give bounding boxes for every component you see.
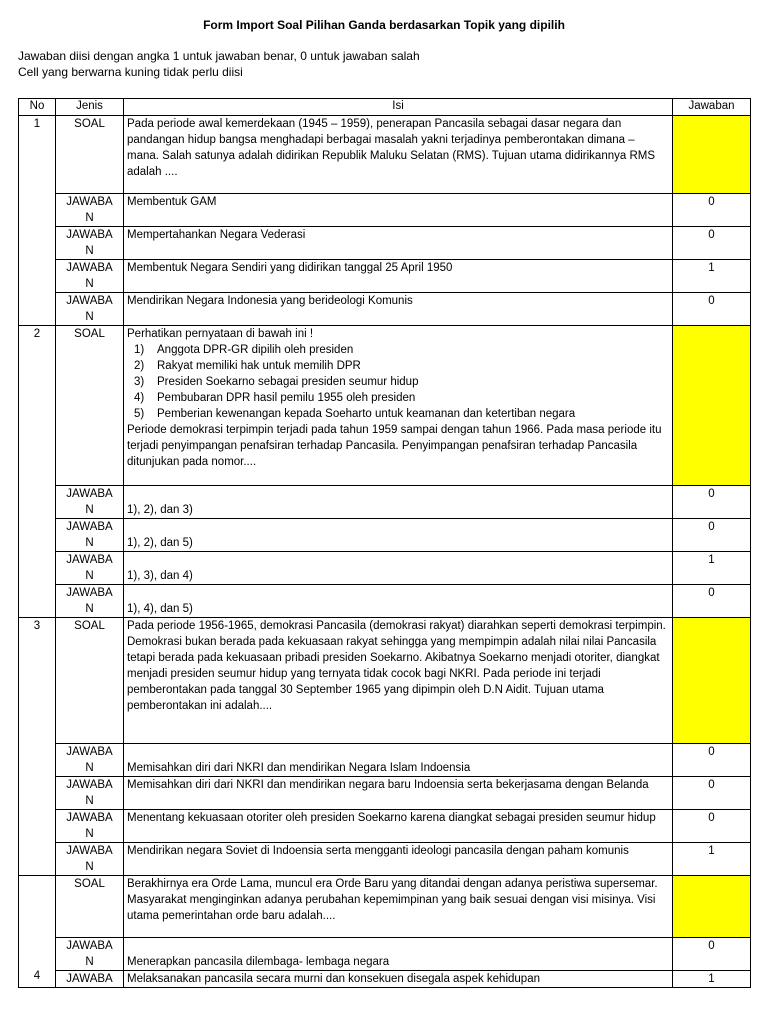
jenis-jawaban: JAWABA N bbox=[56, 293, 124, 326]
answer-value[interactable]: 0 bbox=[673, 810, 751, 843]
instruction-line-2: Cell yang berwarna kuning tidak perlu diisi bbox=[18, 65, 243, 79]
question-text[interactable]: Berakhirnya era Orde Lama, muncul era Orde Baru yang ditandai dengan adanya peristiwa supersemar. Masyarakat menginginkan adanya perubahan kepemimpinan yang baik sesuai dengan visi misinya. Visi utama pemerintahan orde baru adalah.... bbox=[124, 876, 673, 938]
answer-row bbox=[19, 971, 751, 988]
question-number: 2 bbox=[19, 326, 56, 618]
question-table bbox=[18, 98, 751, 988]
answer-text[interactable]: Mendirikan negara Soviet di Indoensia serta mengganti ideologi pancasila dengan paham komunis bbox=[124, 843, 673, 876]
jenis-soal: SOAL bbox=[56, 326, 124, 486]
form-title: Form Import Soal Pilihan Ganda berdasarkan Topik yang dipilih bbox=[203, 18, 565, 32]
statement-item: 3) Presiden Soekarno sebagai presiden seumur hidup bbox=[134, 376, 419, 388]
question-intro: Perhatikan pernyataan di bawah ini ! bbox=[127, 328, 314, 340]
answer-row bbox=[19, 260, 751, 293]
question-text[interactable]: Pada periode 1956-1965, demokrasi Pancasila (demokrasi rakyat) diarahkan seperti demokrasi terpimpin. Demokrasi bukan berada pada kekuasaan rakyat sehingga yang mempimpin adalah nilai nilai Pancasila tetapi berada pada kekuasaan pribadi presiden Soekarno. Akibatnya Soekarno menjadi otoriter, diangkat menjadi presiden seumur hidup yang ternyata tidak cocok bagi NKRI. Pada periode ini terjadi pemberontakan pada tanggal 30 September 1965 yang dipimpin oleh D.N Aidit. Tujuan utama pemberontakan ini adalah.... bbox=[124, 618, 673, 744]
question-number: 3 bbox=[19, 618, 56, 876]
jawaban-cell-highlighted bbox=[673, 876, 751, 938]
jenis-jawaban: JAWABA N bbox=[56, 194, 124, 227]
question-body: Periode demokrasi terpimpin terjadi pada tahun 1959 sampai dengan tahun 1966. Pada masa periode itu terjadi penyimpangan penafsiran terhadap Pancasila. Penyimpangan penafsiran terhadap Pancasila ditunjukan pada nomor.... bbox=[127, 424, 662, 468]
answer-value[interactable]: 0 bbox=[673, 585, 751, 618]
answer-text[interactable]: Melaksanakan pancasila secara murni dan konsekuen disegala aspek kehidupan bbox=[124, 971, 673, 988]
statement-item: 2) Rakyat memiliki hak untuk memilih DPR bbox=[134, 360, 361, 372]
question-text[interactable]: Pada periode awal kemerdekaan (1945 – 1959), penerapan Pancasila sebagai dasar negara dan pandangan hidup bangsa menghadapi berbagai masalah yakni terjadinya pemberontakan dimana – mana. Salah satunya adalah didirikan Republik Maluku Selatan (RMS). Tujuan utama didirikannya RMS adalah .... bbox=[124, 116, 673, 194]
jenis-jawaban: JAWABA N bbox=[56, 810, 124, 843]
answer-text[interactable]: 1), 4), dan 5) bbox=[124, 585, 673, 618]
answer-text[interactable]: Memisahkan diri dari NKRI dan mendirikan Negara Islam Indoensia bbox=[124, 744, 673, 777]
jenis-soal: SOAL bbox=[56, 618, 124, 744]
answer-text[interactable]: Menentang kekuasaan otoriter oleh presiden Soekarno karena diangkat sebagai presiden seumur hidup bbox=[124, 810, 673, 843]
instruction-line-1: Jawaban diisi dengan angka 1 untuk jawaban benar, 0 untuk jawaban salah bbox=[18, 49, 420, 63]
jenis-jawaban: JAWABA N bbox=[56, 843, 124, 876]
answer-row bbox=[19, 938, 751, 971]
question-row bbox=[19, 116, 751, 194]
header-jenis: Jenis bbox=[56, 99, 124, 116]
answer-value[interactable]: 1 bbox=[673, 260, 751, 293]
answer-row bbox=[19, 519, 751, 552]
jawaban-cell-highlighted bbox=[673, 326, 751, 486]
answer-text[interactable]: Membentuk GAM bbox=[124, 194, 673, 227]
answer-text[interactable]: Membentuk Negara Sendiri yang didirikan tanggal 25 April 1950 bbox=[124, 260, 673, 293]
jenis-soal: SOAL bbox=[56, 876, 124, 938]
answer-text[interactable]: Memisahkan diri dari NKRI dan mendirikan negara baru Indoensia serta bekerjasama dengan Belanda bbox=[124, 777, 673, 810]
answer-row bbox=[19, 585, 751, 618]
answer-value[interactable]: 1 bbox=[673, 552, 751, 585]
jenis-jawaban: JAWABA N bbox=[56, 585, 124, 618]
answer-row bbox=[19, 843, 751, 876]
jenis-jawaban: JAWABA N bbox=[56, 938, 124, 971]
answer-value[interactable]: 0 bbox=[673, 227, 751, 260]
header-isi: Isi bbox=[124, 99, 673, 116]
answer-value[interactable]: 0 bbox=[673, 519, 751, 552]
jenis-jawaban: JAWABA bbox=[56, 971, 124, 988]
jenis-soal: SOAL bbox=[56, 116, 124, 194]
answer-text[interactable]: 1), 2), dan 3) bbox=[124, 486, 673, 519]
question-row bbox=[19, 618, 751, 744]
answer-text[interactable]: Mendirikan Negara Indonesia yang berideologi Komunis bbox=[124, 293, 673, 326]
answer-value[interactable]: 0 bbox=[673, 744, 751, 777]
answer-value[interactable]: 1 bbox=[673, 843, 751, 876]
statement-item: 1) Anggota DPR-GR dipilih oleh presiden bbox=[134, 344, 354, 356]
answer-row bbox=[19, 552, 751, 585]
answer-value[interactable]: 0 bbox=[673, 293, 751, 326]
jenis-jawaban: JAWABA N bbox=[56, 777, 124, 810]
question-text[interactable] bbox=[124, 326, 673, 486]
answer-row bbox=[19, 810, 751, 843]
answer-row bbox=[19, 227, 751, 260]
answer-row bbox=[19, 744, 751, 777]
statement-item: 4) Pembubaran DPR hasil pemilu 1955 oleh presiden bbox=[134, 392, 416, 404]
answer-text[interactable]: Mempertahankan Negara Vederasi bbox=[124, 227, 673, 260]
statement-item: 5) Pemberian kewenangan kepada Soeharto untuk keamanan dan ketertiban negara bbox=[134, 408, 576, 420]
jenis-jawaban: JAWABA N bbox=[56, 552, 124, 585]
header-row bbox=[19, 99, 751, 116]
jenis-jawaban: JAWABA N bbox=[56, 519, 124, 552]
answer-value[interactable]: 0 bbox=[673, 777, 751, 810]
answer-value[interactable]: 0 bbox=[673, 486, 751, 519]
question-number: 1 bbox=[19, 116, 56, 326]
header-no: No bbox=[19, 99, 56, 116]
jenis-jawaban: JAWABA N bbox=[56, 227, 124, 260]
jenis-jawaban: JAWABA N bbox=[56, 260, 124, 293]
answer-text[interactable]: Menerapkan pancasila dilembaga- lembaga negara bbox=[124, 938, 673, 971]
answer-row bbox=[19, 486, 751, 519]
answer-text[interactable]: 1), 2), dan 5) bbox=[124, 519, 673, 552]
header-jawaban: Jawaban bbox=[673, 99, 751, 116]
answer-row bbox=[19, 777, 751, 810]
answer-value[interactable]: 0 bbox=[673, 194, 751, 227]
jawaban-cell-highlighted bbox=[673, 618, 751, 744]
question-row bbox=[19, 326, 751, 486]
answer-row bbox=[19, 293, 751, 326]
question-row bbox=[19, 876, 751, 938]
answer-text[interactable]: 1), 3), dan 4) bbox=[124, 552, 673, 585]
jawaban-cell-highlighted bbox=[673, 116, 751, 194]
question-number: 4 bbox=[19, 876, 56, 988]
answer-row bbox=[19, 194, 751, 227]
jenis-jawaban: JAWABA N bbox=[56, 486, 124, 519]
jenis-jawaban: JAWABA N bbox=[56, 744, 124, 777]
answer-value[interactable]: 1 bbox=[673, 971, 751, 988]
answer-value[interactable]: 0 bbox=[673, 938, 751, 971]
